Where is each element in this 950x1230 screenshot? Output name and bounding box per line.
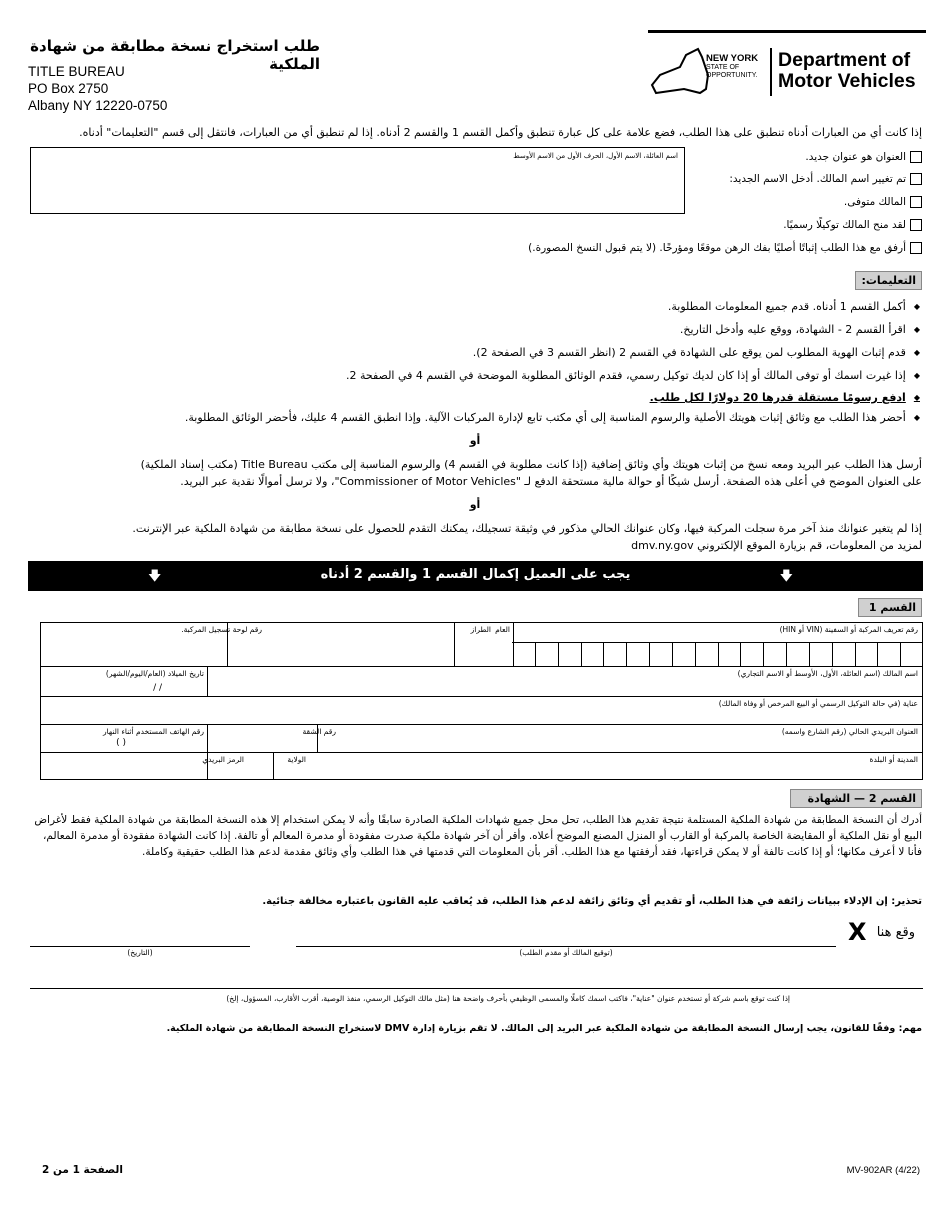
date-caption: (التاريخ)	[127, 948, 153, 957]
logo-divider	[770, 48, 772, 96]
checkbox-new-address[interactable]: العنوان هو عنوان جديد.	[805, 151, 922, 163]
vin-char-divider	[900, 643, 901, 666]
list-item: ◆ ادفع رسومًا مستقلة قدرها 20 دولارًا لكل طلب.	[649, 391, 920, 404]
vin-char-divider	[809, 643, 810, 666]
vin-char-divider	[695, 643, 696, 666]
name-title-line[interactable]	[30, 988, 923, 989]
signature-x-mark: X	[848, 918, 867, 946]
page-number: الصفحة 1 من 2	[42, 1164, 123, 1176]
online-paragraph-1: إذا لم يتغير عنوانك منذ آخر مرة سجلت المركبة فيها، وكان عنوانك الحالي مذكور في وثيقة تسجيلك، يمكنك التقدم للحصول على نسخة مطابقة من شهادة الملكية عبر الإنترنت.	[132, 522, 922, 535]
vin-row: رقم تعريف المركبة أو السفينة (VIN أو HIN) العام الطراز رقم لوحة تسجيل المركبة.	[40, 622, 923, 666]
signature-line[interactable]	[296, 946, 836, 947]
mail-paragraph-1: أرسل هذا الطلب عبر البريد ومعه نسخ من إثبات هويتك وأي وثائق إضافية (إذا كانت مطلوبة في القسم 4) والرسوم المناسبة إلى مكتب Title Bureau (مكتب إسناد الملكية)	[140, 458, 922, 471]
vin-char-divider	[855, 643, 856, 666]
or-separator: أو	[469, 434, 481, 447]
checkbox-owner-deceased[interactable]: المالك متوفى.	[844, 196, 922, 208]
ny-logo-text: NEW YORK STATE OF OPPORTUNITY.	[706, 53, 759, 79]
vin-char-divider	[558, 643, 559, 666]
company-note: إذا كنت توقع باسم شركة أو تستخدم عنوان "عناية"، فاكتب اسمك كاملًا والمسمى الوظيفي بأحرف واضحة هنا (مثل مالك التوكيل الرسمي، منفذ الوصية، أقرب الأقارب، المسؤول، إلخ)	[226, 994, 790, 1003]
list-item: ◆ اقرأ القسم 2 - الشهادة، ووقع عليه وأدخل التاريخ.	[679, 323, 920, 336]
list-item: ◆ أكمل القسم 1 أدناه. قدم جميع المعلومات المطلوبة.	[667, 300, 920, 313]
dmv-logo: Department of Motor Vehicles	[778, 49, 916, 92]
vin-char-divider	[535, 643, 536, 666]
online-paragraph-2: لمزيد من المعلومات، قم بزيارة الموقع الإلكتروني dmv.ny.gov	[631, 539, 922, 552]
checkbox-power-of-attorney[interactable]: لقد منح المالك توكيلًا رسميًا.	[783, 219, 922, 231]
owner-row[interactable]: اسم المالك (اسم العائلة، الأول، الأوسط أو الاسم التجاري) تاريخ الميلاد (العام/اليوم/الشهر) / /	[40, 666, 923, 696]
checkbox-lien-release[interactable]: أرفق مع هذا الطلب إثباتًا أصليًا بفك الرهن موقعًا ومؤرخًا. (لا يتم قبول النسخ المصورة.)	[528, 242, 922, 254]
signature-caption: (توقيع المالك أو مقدم الطلب)	[519, 948, 613, 957]
vin-char-divider	[763, 643, 764, 666]
certification-text: أدرك أن النسخة المطابقة من شهادة الملكية المستلمة نتيجة تقديم هذا الطلب، تحل محل جميع شهادات الملكية الصادرة سابقًا وأنه لا يمكن استخدام إلا هذه النسخة المطابقة من شهادة الملكية فقط لأغراض البيع أو نقل الملكية أو المقايضة الخاصة بالمركبة أو القارب أو المنزل المصنع الموضح أعلاه. وأقر أن آخر شهادة ملكية صدرت مفقودة أو مدمرة المعالم أو تالفة. إذا كانت الشهادة مفقودة أو مدمرة المعالم، فأنا لا أعرف مكانها؛ أو إذا كانت تالفة أو لا يمكن قراءتها، فقد أرفقتها مع هذا الطلب. أقر بأن المعلومات التي قدمتها في هذا الطلب وأي وثائق مقدمة لدعم هذا الطلب حقيقية وكاملة.	[34, 814, 922, 858]
vin-char-divider	[740, 643, 741, 666]
list-item: ◆ أحضر هذا الطلب مع وثائق إثبات هويتك الأصلية والرسوم المناسبة إلى أي مكتب تابع لإدارة المركبات الآلية. وإذا انطبق القسم 4 عليك، فأحضر الوثائق المطلوبة.	[184, 411, 920, 424]
arrow-down-icon: 🡇	[148, 569, 162, 584]
address-line-2: PO Box 2750	[28, 81, 109, 96]
address-line-1: TITLE BUREAU	[28, 64, 125, 79]
vin-char-divider	[649, 643, 650, 666]
sign-here-label: وقع هنا	[876, 925, 915, 940]
warning-text: تحذير: إن الإدلاء ببيانات زائفة في هذا الطلب، أو تقديم أي وثائق زائفة لدعم هذا الطلب، قد يُعاقب عليه القانون باعتباره مخالفة جنائية.	[262, 896, 922, 907]
vin-char-divider	[877, 643, 878, 666]
vin-char-divider	[672, 643, 673, 666]
vin-char-divider	[718, 643, 719, 666]
customer-banner: 🡇 يجب على العميل إكمال القسم 1 والقسم 2 أدناه 🡇	[28, 561, 923, 591]
instructions-heading: التعليمات:	[855, 271, 922, 290]
vin-char-divider	[832, 643, 833, 666]
vin-char-divider	[786, 643, 787, 666]
arrow-down-icon: 🡇	[779, 569, 793, 584]
new-name-box[interactable]	[30, 147, 685, 214]
name-box-label: اسم العائلة، الاسم الأول، الحرف الأول من الاسم الأوسط	[513, 152, 678, 160]
section1-heading: القسم 1	[858, 598, 922, 617]
vin-char-divider	[626, 643, 627, 666]
list-item: ◆ إذا غيرت اسمك أو توفى المالك أو إذا كان لديك توكيل رسمي، فقدم الوثائق المطلوبة الموضحة في القسم 4 في الصفحة 2.	[345, 369, 920, 382]
checkbox-name-changed[interactable]: تم تغيير اسم المالك. أدخل الاسم الجديد:	[729, 173, 922, 185]
address-line-3: Albany NY 12220-0750	[28, 98, 168, 113]
address-row[interactable]: العنوان البريدي الحالي (رقم الشارع واسمه) رقم الشقة رقم الهاتف المستخدم أثناء النهار ( )	[40, 724, 923, 752]
header-rule	[648, 30, 926, 33]
city-row[interactable]: المدينة أو البلدة الولاية الرمز البريدي	[40, 752, 923, 780]
form-id: MV-902AR (4/22)	[846, 1165, 920, 1176]
important-note: مهم: وفقًا للقانون، يجب إرسال النسخة المطابقة من شهادة الملكية عبر البريد إلى المالك. لا تقم بزيارة إدارة DMV لاستخراج النسخة المطابقة من شهادة الملكية.	[166, 1023, 922, 1034]
care-of-row[interactable]: عناية (في حالة التوكيل الرسمي أو البيع المرخص أو وفاة المالك)	[40, 696, 923, 724]
mail-paragraph-2: على العنوان الموضح في أعلى هذه الصفحة. أرسل شيكًا أو حوالة مالية مستحقة الدفع لـ "Commissioner of Motor Vehicles"، ولا ترسل أموالًا نقدية عبر البريد.	[180, 475, 922, 488]
vin-char-divider	[603, 643, 604, 666]
or-separator: أو	[469, 498, 481, 511]
vin-char-divider	[581, 643, 582, 666]
date-line[interactable]	[30, 946, 250, 947]
section2-heading: القسم 2 — الشهادة	[790, 789, 922, 808]
form-title: طلب استخراج نسخة مطابقة من شهادة الملكية	[30, 37, 320, 73]
list-item: ◆ قدم إثبات الهوية المطلوب لمن يوقع على الشهادة في القسم 2 (انظر القسم 3 في الصفحة 2).	[472, 346, 920, 359]
vin-input[interactable]	[512, 642, 923, 666]
intro-text: إذا كانت أي من العبارات أدناه تنطبق على هذا الطلب، فضع علامة على كل عبارة تنطبق وأكمل القسم 1 والقسم 2 أدناه. إذا لم تنطبق أي من العبارات، فانتقل إلى قسم "التعليمات" أدناه.	[79, 126, 922, 139]
